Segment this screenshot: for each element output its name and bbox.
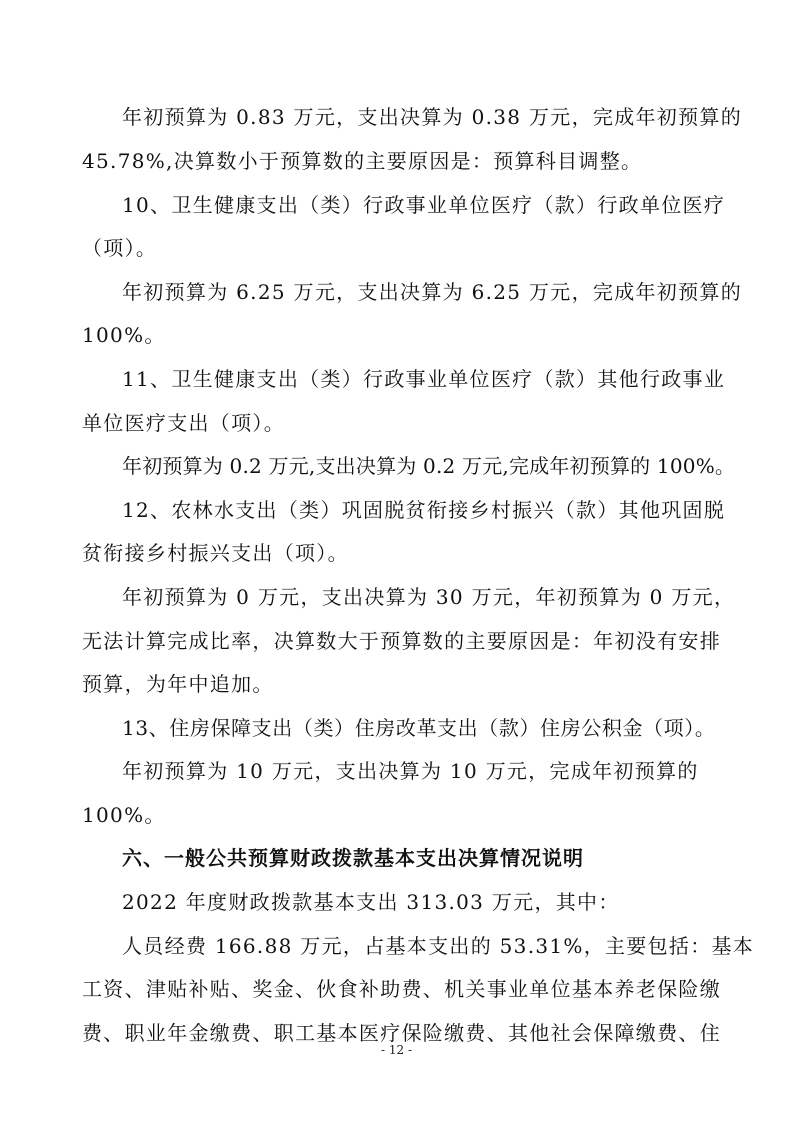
paragraph-line: 11、卫生健康支出（类）行政事业单位医疗（款）其他行政事业 [122,367,726,391]
paragraph-line: 13、住房保障支出（类）住房改革支出（款）住房公积金（项）。 [122,716,716,740]
paragraph-line: 费、职业年金缴费、职工基本医疗保险缴费、其他社会保障缴费、住 [82,1021,721,1045]
paragraph-line: 工资、津贴补贴、奖金、伙食补助费、机关事业单位基本养老保险缴 [82,977,721,1001]
paragraph-line: 年初预算为 10 万元，支出决算为 10 万元，完成年初预算的 [122,759,699,783]
section-heading: 六、一般公共预算财政拨款基本支出决算情况说明 [122,846,584,870]
paragraph-line: 贫衔接乡村振兴支出（项）。 [82,541,349,565]
paragraph-line: 年初预算为 0.83 万元，支出决算为 0.38 万元，完成年初预算的 [122,105,742,129]
paragraph-line: 年初预算为 0.2 万元,支出决算为 0.2 万元,完成年初预算的 100%。 [122,454,736,478]
paragraph-line: 年初预算为 6.25 万元，支出决算为 6.25 万元，完成年初预算的 [122,280,742,304]
paragraph-line: 12、农林水支出（类）巩固脱贫衔接乡村振兴（款）其他巩固脱 [122,498,726,522]
paragraph-line: 100%。 [82,323,166,347]
paragraph-line: 无法计算完成比率，决算数大于预算数的主要原因是：年初没有安排 [82,629,721,653]
page-number: - 12 - [380,1043,412,1057]
paragraph-line: 人员经费 166.88 万元，占基本支出的 53.31%，主要包括：基本 [122,934,755,958]
paragraph-line: 45.78%,决算数小于预算数的主要原因是：预算科目调整。 [82,149,643,173]
paragraph-line: 10、卫生健康支出（类）行政事业单位医疗（款）行政单位医疗 [122,193,726,217]
paragraph-line: （项）。 [82,236,158,260]
paragraph-line: 年初预算为 0 万元，支出决算为 30 万元，年初预算为 0 万元， [122,585,736,609]
paragraph-line: 100%。 [82,803,166,827]
paragraph-line: 单位医疗支出（项）。 [82,411,285,435]
paragraph-line: 2022 年度财政拨款基本支出 313.03 万元，其中： [122,890,620,914]
paragraph-line: 预算，为年中追加。 [82,672,274,696]
